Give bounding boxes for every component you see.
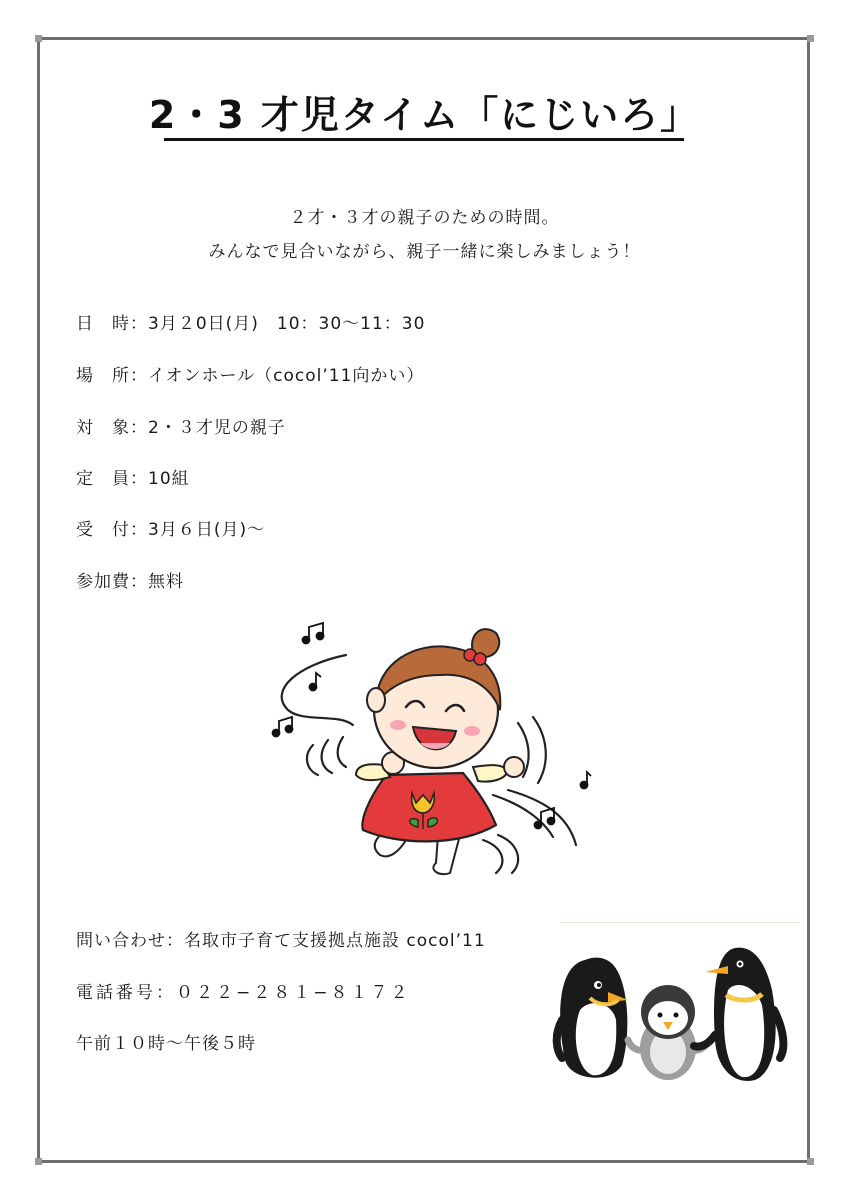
detail-reception — [76, 515, 265, 540]
penguin-baby-icon — [628, 985, 710, 1080]
intro-line-1: ２才・３才の親子のための時間。 — [289, 208, 560, 228]
detail-value: 2・３才児の親子 — [148, 418, 286, 438]
detail-value: 10組 — [148, 469, 190, 489]
detail-label: 受 付： — [76, 520, 148, 540]
detail-value: イオンホール（cocol’11向かい） — [148, 366, 425, 386]
page-title: 2・3 才児タイム「にじいろ」 — [148, 93, 701, 137]
detail-label: 参加費： — [76, 572, 148, 592]
detail-place — [76, 361, 424, 386]
divider — [560, 922, 800, 923]
intro-line-2: みんなで見合いながら、親子一緒に楽しみましょう！ — [208, 242, 641, 262]
detail-label: 対 象： — [76, 418, 148, 438]
penguin-left-icon — [557, 958, 628, 1078]
contact-phone: 電話番号：０２２−２８１−８１７２ — [76, 983, 411, 1003]
detail-label: 定 員： — [76, 469, 148, 489]
detail-value: 無料 — [148, 572, 184, 592]
detail-value: 3月６日(月)〜 — [148, 520, 266, 540]
border-corner — [35, 1158, 42, 1165]
border-corner — [35, 35, 42, 42]
penguin-family-icon — [550, 940, 795, 1090]
detail-label: 日 時： — [76, 314, 148, 334]
penguin-right-icon — [694, 948, 783, 1081]
contact-inquiry: 問い合わせ：名取市子育て支援拠点施設 cocol’11 — [76, 931, 486, 951]
border-corner — [807, 1158, 814, 1165]
contact-hours: 午前１０時〜午後５時 — [76, 1034, 256, 1054]
detail-value: 3月２0日(月) 10：30〜11：30 — [148, 314, 426, 334]
detail-datetime — [76, 309, 425, 334]
detail-fee — [76, 567, 184, 592]
border-corner — [807, 35, 814, 42]
dancing-child-icon — [268, 615, 598, 885]
title-underline — [164, 138, 684, 141]
detail-capacity — [76, 464, 190, 489]
detail-label: 場 所： — [76, 366, 148, 386]
detail-target — [76, 413, 286, 438]
